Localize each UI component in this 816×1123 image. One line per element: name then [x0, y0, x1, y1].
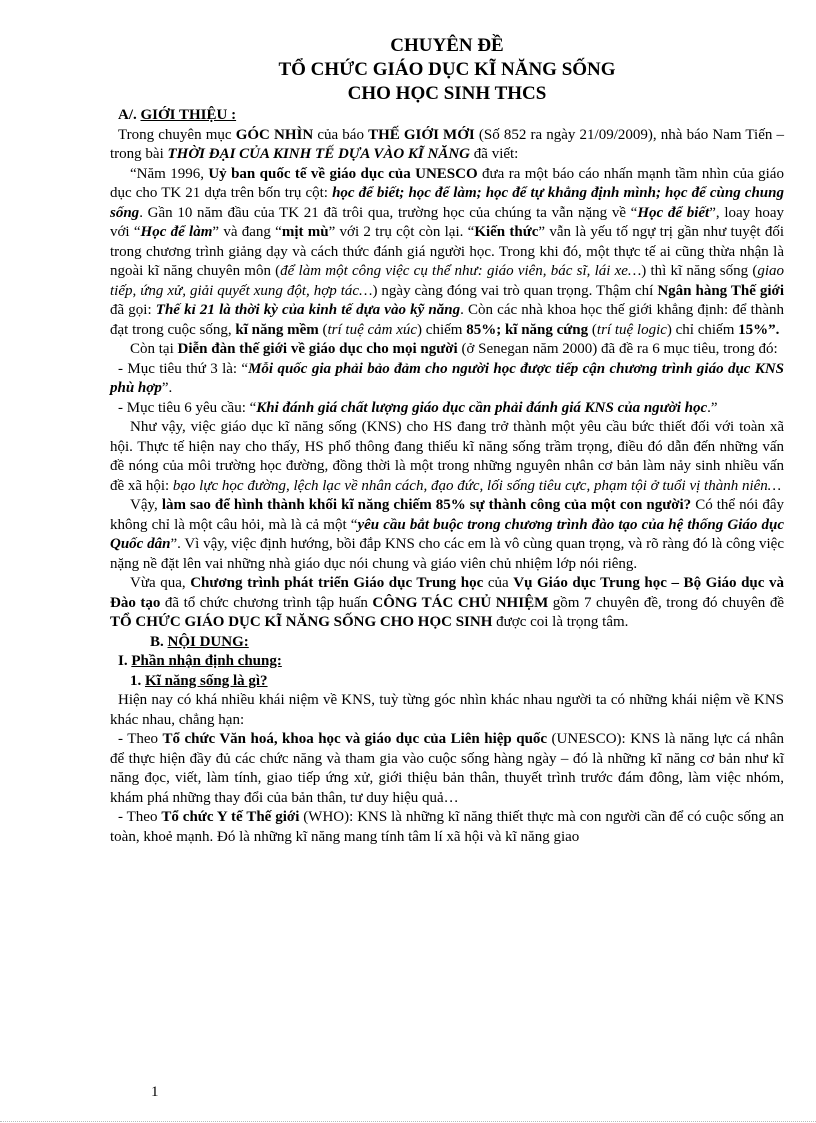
section-b-heading: B. NỘI DUNG: [150, 633, 249, 650]
part-1-heading: I. Phần nhận định chung: [118, 653, 282, 669]
kns-paragraph: Như vậy, việc giáo dục kĩ năng sống (KNS) cho HS đang trở thành một yêu cầu bức thiết đối với toàn xã hội. Thực tế hiện nay cho thấy, HS phổ thông đang thiếu kĩ năng sống trầm trọng, điều đó dẫn đến những vấn đề nóng của môi trường học đường, đồng thời là một trong những nguyên nhân cơ bản làm nảy sinh nhiều vấn đề xã hội: bạo lực học đường, lệch lạc về nhân cách, đạo đức, lối sống tiêu cực, phạm tội ở tuổi vị thành niên… [110, 419, 784, 494]
quote-paragraph: “Năm 1996, Uỷ ban quốc tế về giáo dục của UNESCO đưa ra một báo cáo nhấn mạnh tầm nhìn của giáo dục cho TK 21 dựa trên bốn trụ cột: học để biết; học để làm; học để tự khẳng định mình; học để cùng chung sống. Gần 10 năm đầu của TK 21 đã trôi qua, trường học của chúng ta vẫn nặng về “Học để biết”, loay hoay với “Học để làm” và đang “mịt mù” với 2 trụ cột còn lại. “Kiến thức” vẫn là yếu tố ngự trị gần như tuyệt đối trong chương trình giảng dạy và cách thức đánh giá người học. Trong khi đó, một thực tế ai cũng thừa nhận là ngoài kĩ năng chuyên môn (để làm một công việc cụ thể như: giáo viên, bác sĩ, lái xe…) thì kĩ năng sống (giao tiếp, ứng xử, giải quyết xung đột, hợp tác…) ngày càng đóng vai trò quan trọng. Thậm chí Ngân hàng Thế giới đã gọi: Thế kỉ 21 là thời kỳ của kinh tế dựa vào kỹ năng. Còn các nhà khoa học thế giới khẳng định: để thành đạt trong cuộc sống, kĩ năng mềm (trí tuệ cảm xúc) chiếm 85%; kĩ năng cứng (trí tuệ logic) chỉ chiếm 15%”. [110, 165, 785, 338]
goal-6-item: - Mục tiêu 6 yêu cầu: “Khi đánh giá chất lượng giáo dục cần phải đánh giá KNS của người học.” [118, 399, 718, 416]
doc-title-line1: CHUYÊN ĐỀ [390, 35, 504, 56]
section-a-heading: A/. GIỚI THIỆU : [118, 107, 237, 123]
who-item: - Theo Tổ chức Y tế Thế giới (WHO): KNS là những kĩ năng thiết thực mà con người cần để có cuộc sống an toàn, khoẻ mạnh. Đó là những kĩ năng mang tính tâm lí xã hội và kĩ năng giao [110, 809, 784, 845]
intro-paragraph: Trong chuyên mục GÓC NHÌN của báo THẾ GIỚI MỚI (Số 852 ra ngày 21/09/2009), nhà báo Nam Tiến – trong bài THỜI ĐẠI CỦA KINH TẾ DỰA VÀO KĨ NĂNG đã viết: [110, 126, 784, 162]
doc-title-line2: TỔ CHỨC GIÁO DỤC KĨ NĂNG SỐNG [278, 59, 616, 80]
question-1-heading: 1. Kĩ năng sống là gì? [130, 672, 268, 689]
forum-paragraph: Còn tại Diễn đàn thế giới về giáo dục cho mọi người (ở Senegan năm 2000) đã đề ra 6 mục tiêu, trong đó: [130, 341, 778, 357]
concepts-paragraph: Hiện nay có khá nhiều khái niệm về KNS, tuỳ từng góc nhìn khác nhau người ta có những khái niệm về KNS khác nhau, chẳng hạn: [110, 692, 784, 728]
page-number: 1 [151, 1084, 159, 1100]
recent-paragraph: Vừa qua, Chương trình phát triển Giáo dục Trung học của Vụ Giáo dục Trung học – Bộ Giáo dục và Đào tạo đã tổ chức chương trình tập huấn CÔNG TÁC CHỦ NHIỆM gồm 7 chuyên đề, trong đó chuyên đề TỔ CHỨC GIÁO DỤC KĨ NĂNG SỐNG CHO HỌC SINH được coi là trọng tâm. [110, 575, 784, 630]
unesco-item: - Theo Tổ chức Văn hoá, khoa học và giáo dục của Liên hiệp quốc (UNESCO): KNS là năng lực cá nhân để thực hiện đầy đủ các chức năng và tham gia vào cuộc sống hàng ngày – đó là những kĩ năng cơ bản như kĩ năng đọc, viết, làm tính, giao tiếp ứng xử, giới thiệu bản thân, thuyết trình trước đám đông, làm việc nhóm, khám phá những thay đổi của bản thân, tư duy hiệu quả… [110, 731, 784, 806]
doc-title-line3: CHO HỌC SINH THCS [347, 83, 547, 104]
page-bottom-divider [0, 1121, 816, 1122]
goal-3-item: - Mục tiêu thứ 3 là: “Mỗi quốc gia phải bảo đảm cho người học được tiếp cận chương trình giáo dục KNS phù hợp”. [110, 360, 784, 396]
document-page [110, 34, 784, 847]
how-paragraph: Vậy, làm sao để hình thành khối kĩ năng chiếm 85% sự thành công của một con người? Có thể nói đây không chỉ là một câu hỏi, mà là cả một “yêu cầu bắt buộc trong chương trình đào tạo của hệ thống Giáo dục Quốc dân”. Vì vậy, việc định hướng, bồi đắp KNS cho các em là vô cùng quan trọng, và rõ ràng đó là công việc nặng nề đặt lên vai những nhà giáo dục nói chung và giáo viên chủ nhiệm lớp nói riêng. [110, 497, 784, 572]
